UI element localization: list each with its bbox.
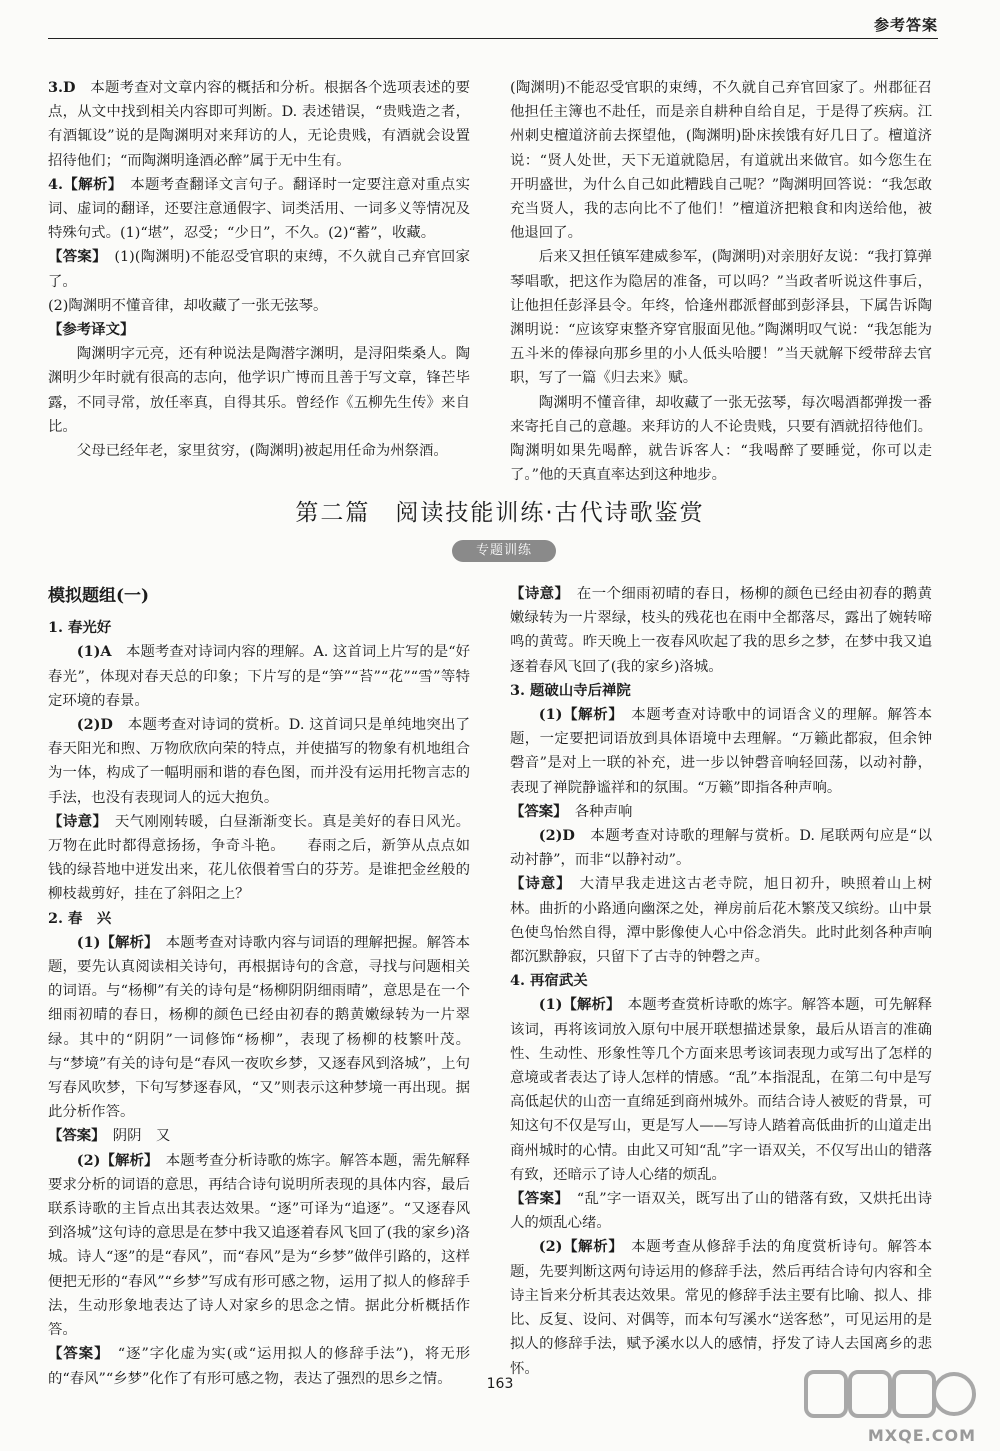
paragraph-text: 天气刚刚转暖，白昼渐渐变长。真是美好的春日风光。万物在此时都得意扬扬，争奇斗艳。 春雨之后，新笋从点点如钱的绿苔地中迸发出来，花儿依偎着雪白的芬芳。是谁把金丝般的柳枝裁剪好，挂在了斜阳之上？ <box>48 813 470 903</box>
paragraph-text: (2)陶渊明不懂音律，却收藏了一张无弦琴。 <box>48 297 328 314</box>
paragraph-text: 2. 春 兴 <box>48 909 112 927</box>
paragraph <box>510 703 932 800</box>
question-title <box>510 679 932 703</box>
answer-label: 3.D <box>48 79 76 96</box>
paragraph-text: 陶渊明字元亮，还有种说法是陶潜字渊明，是浔阳柴桑人。陶渊明少年时就有很高的志向，他学识广博而且善于写文章，锋芒毕露，不同寻常，放任率真，自得其乐。曾经作《五柳先生传》来自比。 <box>48 346 470 435</box>
paragraph-text: 本题考查对诗词内容的理解。A. 这首词上片写的是“好春光”，体现对春天总的印象；下片写的是“笋”“苔”“花”“雪”等特定环境的春景。 <box>48 644 470 709</box>
paragraph <box>48 439 470 463</box>
paragraph <box>48 1149 470 1343</box>
section-title: 第二篇 阅读技能训练·古代诗歌鉴赏 <box>295 500 705 526</box>
answer-label: 【答案】 <box>48 1345 103 1363</box>
paragraph <box>510 800 932 824</box>
paragraph-text: “逐”字化虚为实(或“运用拟人的修辞手法”)，将无形的“春风”“乡梦”化作了有形可感之物，表达了强烈的思乡之情。 <box>48 1346 470 1387</box>
column-top-right <box>510 76 932 487</box>
answer-label: 4.【解析】 <box>48 175 116 193</box>
column-top-left <box>48 76 470 463</box>
paragraph-text: 1. 春光好 <box>48 619 112 637</box>
paragraph-text: 本题考查分析诗歌的炼字。解答本题，需先解释要求分析的词语的意思，再结合诗句说明所表现的具体内容，最后联系诗歌的主旨点出其表达效果。“逐”可译为“追逐”。“又逐春风到洛城”这句诗的意思是在梦中我又追逐着春风飞回了(我的家乡)洛城。诗人“逐”的是“春风”，而“春风”是为“乡梦”做伴引路的，这样便把无形的“春风”“乡梦”写成有形可感之物，运用了拟人的修辞手法，生动形象地表达了诗人对家乡的思念之情。据此分析概括作答。 <box>48 1152 470 1339</box>
paragraph-text: 本题考查对诗歌中的词语含义的理解。解答本题，一定要把词语放到具体语境中去理解。“万籁此都寂，但余钟磬音”是对上一联的补充，进一步以钟磬音响轻回荡，以动衬静，表现了禅院静谧祥和的氛围。“万籁”即指各种声响。 <box>510 707 932 796</box>
paragraph <box>48 294 470 318</box>
paragraph-text: “乱”字一语双关，既写出了山的错落有致，又烘托出诗人的烦乱心绪。 <box>510 1191 932 1232</box>
watermark-text: MXQE.COM <box>867 1426 976 1445</box>
question-title <box>48 616 470 640</box>
paragraph-text: 模拟题组(一) <box>48 586 150 606</box>
paragraph <box>510 1187 932 1235</box>
paragraph-text: 本题考查从修辞手法的角度赏析诗句。解答本题，先要判断这两句诗运用的修辞手法，然后再结合诗句内容和全诗主旨来分析其表达效果。常见的修辞手法主要有比喻、拟人、排比、反复、设问、对偶等，而本句写溪水“送客愁”，可见运用的是拟人的修辞手法，赋予溪水以人的感情，抒发了诗人去国离乡的悲怀。 <box>510 1239 932 1377</box>
paragraph <box>48 76 470 173</box>
paragraph <box>510 76 932 245</box>
running-head: 参考答案 <box>873 16 938 34</box>
paragraph-text: 本题考查对诗词的赏析。D. 这首词只是单纯地突出了春天阳光和煦、万物欣欣向荣的特点，并使描写的物象有机地组合为一体，构成了一幅明丽和谐的春色图，而并没有运用托物言志的手法，也没有表现词人的远大抱负。 <box>48 717 470 806</box>
answer-label: 【答案】 <box>48 248 100 266</box>
paragraph <box>48 640 470 713</box>
column-bottom-left <box>48 582 470 1391</box>
header-rule <box>48 38 938 39</box>
answer-label: (2)D <box>76 716 113 734</box>
paragraph <box>48 810 470 907</box>
paragraph-text: 本题考查翻译文言句子。翻译时一定要注意对重点实词、虚词的翻译，还要注意通假字、词类活用、一词多义等情况及特殊句式。(1)“堪”，忍受；“少日”，不久。(2)“蓄”，收藏。 <box>48 176 470 242</box>
paragraph <box>510 824 932 872</box>
answer-label: (1)A <box>76 643 112 661</box>
paragraph-text: 4. 再宿武关 <box>510 972 588 990</box>
question-title <box>48 907 470 931</box>
answer-label: 【诗意】 <box>510 585 563 602</box>
paragraph-text: 父母已经年老，家里贫穷，(陶渊明)被起用任命为州祭酒。 <box>76 443 448 460</box>
paragraph-text: 各种声响 <box>574 803 633 820</box>
paragraph <box>510 872 932 969</box>
paragraph-text: 本题考查对诗歌内容与词语的理解把握。解答本题，要先认真阅读相关诗句，再根据诗句的含意，寻找与问题相关的词语。与“杨柳”有关的诗句是“杨柳阴阴细雨晴”，意思是在一个细雨初晴的春日，杨柳的颜色已经由初春的鹅黄嫩绿转为一片翠绿。其中的“阴阴”一词修饰“杨柳”，表现了杨柳的枝繁叶茂。与“梦境”有关的诗句是“春风一夜吹乡梦，又逐春风到洛城”，上句写春风吹梦，下句写梦逐春风，“又”则表示这种梦境一再出现。据此分析作答。 <box>48 934 470 1121</box>
answer-label: (2)D <box>538 827 575 845</box>
paragraph-text: 大清早我走进这古老寺院，旭日初升，映照着山上树林。曲折的小路通向幽深之处，禅房前后花木繁茂又缤纷。山中景色使鸟怡然自得，潭中影像使人心中俗念消失。此时此刻各种声响都沉默静寂，只留下了古寺的钟磬之声。 <box>510 876 932 966</box>
answer-label: 【答案】 <box>510 1190 562 1208</box>
paragraph <box>48 173 470 246</box>
paragraph <box>48 245 470 293</box>
answer-label: 【答案】 <box>48 1127 99 1145</box>
paragraph <box>510 391 932 488</box>
answer-label: (1)【解析】 <box>76 933 152 951</box>
paragraph <box>510 582 932 679</box>
paragraph-text: 3. 题破山寺后禅院 <box>510 681 631 699</box>
section-heading <box>48 318 470 342</box>
answer-label: 【诗意】 <box>48 812 101 830</box>
group-title <box>48 584 470 608</box>
paragraph <box>48 1124 470 1148</box>
answer-label: (1)【解析】 <box>538 996 614 1014</box>
paragraph-text: 本题考查对诗歌的理解与赏析。D. 尾联两句应是“以动衬静”，而非“以静衬动”。 <box>510 828 932 869</box>
paragraph <box>48 931 470 1125</box>
paragraph <box>510 1235 932 1380</box>
paragraph-text: (1)(陶渊明)不能忍受官职的束缚，不久就自己弃官回家了。 <box>48 249 470 290</box>
paragraph-text: 在一个细雨初晴的春日，杨柳的颜色已经由初春的鹅黄嫩绿转为一片翠绿，枝头的残花也在雨中全都落尽，露出了婉转啼鸣的黄莺。昨天晚上一夜春风吹起了我的思乡之梦，在梦中我又追逐着春风飞回了(我的家乡)洛城。 <box>510 586 932 675</box>
section-banner: 专题训练 <box>452 540 556 562</box>
page-number: 163 <box>486 1376 514 1392</box>
paragraph-text: 阴阴 又 <box>112 1128 171 1145</box>
paragraph <box>510 993 932 1187</box>
answer-label: 【诗意】 <box>510 875 565 893</box>
paragraph-text: (陶渊明)不能忍受官职的束缚，不久就自己弃官回家了。州郡征召他担任主簿也不赴任，而是亲自耕种自给自足，于是得了疾病。江州刺史檀道济前去探望他，(陶渊明)卧床挨饿有好几日了。檀道济说：“贤人处世，天下无道就隐居，有道就出来做官。如今您生在开明盛世，为什么自己如此糟践自己呢？”陶渊明回答说：“我怎敢充当贤人，我的志向比不了他们！”檀道济把粮食和肉送给他，被他退回了。 <box>510 80 932 242</box>
paragraph <box>510 245 932 390</box>
paragraph-text: 陶渊明不懂音律，却收藏了一张无弦琴，每次喝酒都弹拨一番来寄托自己的意趣。来拜访的人不论贵贱，只要有酒就招待他们。陶渊明如果先喝醉，就告诉客人：“我喝醉了要睡觉，你可以走了。”他的天真直率达到这种地步。 <box>510 394 932 484</box>
answer-label: (2)【解析】 <box>76 1151 152 1169</box>
paragraph <box>48 713 470 810</box>
answer-label: (2)【解析】 <box>538 1238 617 1256</box>
answer-label: 【答案】 <box>510 802 561 820</box>
question-title <box>510 969 932 993</box>
paragraph-text: 本题考查对文章内容的概括和分析。根据各个选项表述的要点，从文中找到相关内容即可判断。D. 表述错误，“贵贱造之者，有酒辄设”说的是陶渊明对来拜访的人，无论贵贱，有酒就会设置招待他们；“而陶渊明逢酒必醉”属于无中生有。 <box>48 80 470 169</box>
answer-label: (1)【解析】 <box>538 706 617 724</box>
paragraph-text: 【参考译文】 <box>48 321 135 339</box>
paragraph-text: 后来又担任镇军建威参军，(陶渊明)对亲朋好友说：“我打算弹琴唱歌，把这作为隐居的准备，可以吗？”当政者听说这件事后，让他担任彭泽县令。年终，恰逢州郡派督邮到彭泽县，下属告诉陶渊明说：“应该穿束整齐穿官服面见他。”陶渊明叹气说：“我怎能为五斗米的俸禄向那乡里的小人低头哈腰！”当天就解下绶带辞去官职，写了一篇《归去来》赋。 <box>510 249 932 387</box>
paragraph <box>48 342 470 439</box>
column-bottom-right <box>510 582 932 1381</box>
paragraph-text: 本题考查赏析诗歌的炼字。解答本题，可先解释该词，再将该词放入原句中展开联想描述景象，最后从语言的准确性、生动性、形象性等几个方面来思考该词表现力或写出了怎样的意境或者表达了诗人怎样的情感。“乱”本指混乱，在第二句中是写高低起伏的山峦一直绵延到商州城外。而结合诗人被贬的背景，可知这句不仅是写山，更是写人——写诗人踏着高低曲折的山道走出商州城时的心情。由此又可知“乱”字一语双关，不仅写出山的错落有致，还暗示了诗人心绪的烦乱。 <box>510 997 932 1183</box>
